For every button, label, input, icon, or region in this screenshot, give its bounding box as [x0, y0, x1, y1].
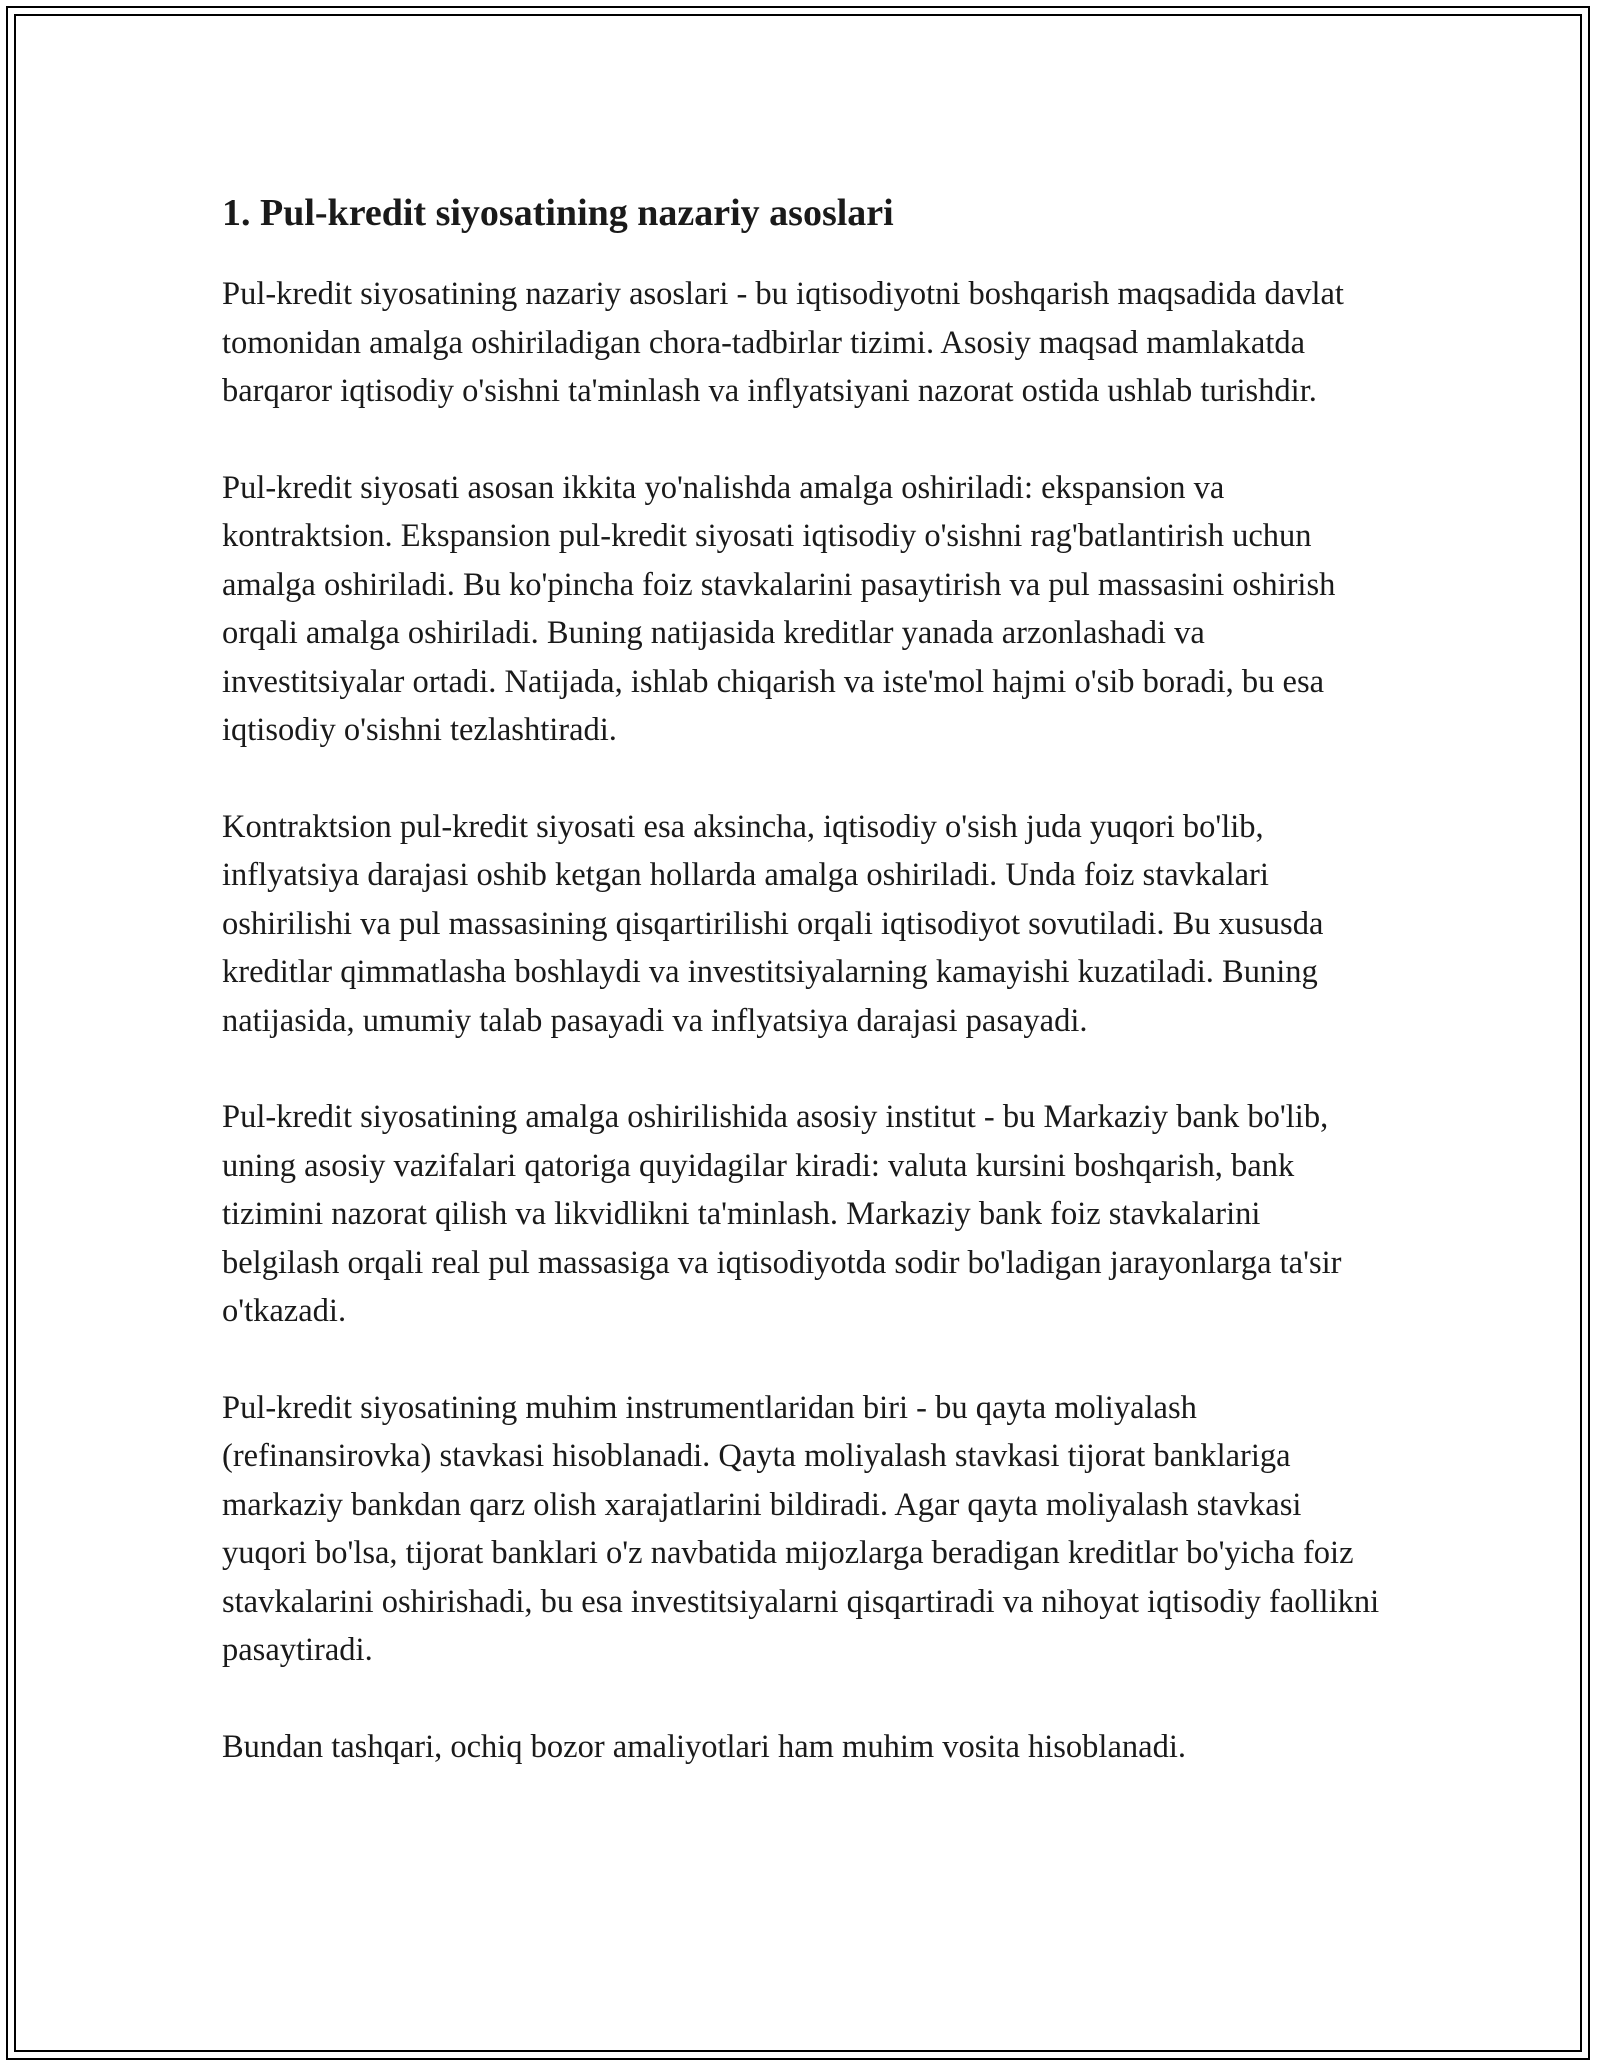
paragraph-open-market: Bundan tashqari, ochiq bozor amaliyotlari ham muhim vosita hisoblanadi. — [222, 1728, 1186, 1765]
paragraph-expansion: Pul-kredit siyosati asosan ikkita yo'nalishda amalga oshiriladi: ekspansion va kontraktsion. Ekspansion pul-kredit siyosati iqtisodiy o'sishni rag'batlantirish uchun amalga oshiriladi. Bu ko'pincha foiz stavkalarini pasaytirish va pul massasini oshirish orqali amalga oshiriladi. Buning natijasida kreditlar yanada arzonlashadi va investitsiyalar ortadi. Natijada, ishlab chiqarish va iste'mol hajmi o'sib boradi, bu esa iqtisodiy o'sishni tezlashtiradi. — [222, 469, 1336, 748]
paragraph-contraction: Kontraktsion pul-kredit siyosati esa aksincha, iqtisodiy o'sish juda yuqori bo'lib, inflyatsiya darajasi oshib ketgan hollarda amalga oshiriladi. Unda foiz stavkalari oshirilishi va pul massasining qisqartirilishi orqali iqtisodiyot sovutiladi. Bu xususda kreditlar qimmatlasha boshlaydi va investitsiyalarning kamayishi kuzatiladi. Buning natijasida, umumiy talab pasayadi va inflyatsiya darajasi pasayadi. — [222, 808, 1324, 1039]
paragraph-intro: Pul-kredit siyosatining nazariy asoslari - bu iqtisodiyotni boshqarish maqsadida davlat tomonidan amalga oshiriladigan chora-tadbirlar tizimi. Asosiy maqsad mamlakatda barqaror iqtisodiy o'sishni ta'minlash va inflyatsiyani nazorat ostida ushlab turishdir. — [222, 276, 1344, 409]
paragraph-central-bank: Pul-kredit siyosatining amalga oshirilishida asosiy institut - bu Markaziy bank bo'lib, uning asosiy vazifalari qatoriga quyidagilar kiradi: valuta kursini boshqarish, bank tizimini nazorat qilish va likvidlikni ta'minlash. Markaziy bank foiz stavkalarini belgilash orqali real pul massasiga va iqtisodiyotda sodir bo'ladigan jarayonlarga ta'sir o'tkazadi. — [222, 1099, 1342, 1329]
document-body — [222, 190, 1382, 1771]
paragraph-refinancing-rate: Pul-kredit siyosatining muhim instrumentlaridan biri - bu qayta moliyalash (refinansirovka) stavkasi hisoblanadi. Qayta moliyalash stavkasi tijorat banklariga markaziy bankdan qarz olish xarajatlarini bildiradi. Agar qayta moliyalash stavkasi yuqori bo'lsa, tijorat banklari o'z navbatida mijozlarga beradigan kreditlar bo'yicha foiz stavkalarini oshirishadi, bu esa investitsiyalarni qisqartiradi va nihoyat iqtisodiy faollikni pasaytiradi. — [222, 1389, 1380, 1668]
section-heading: 1. Pul-kredit siyosatining nazariy asoslari — [222, 192, 894, 234]
